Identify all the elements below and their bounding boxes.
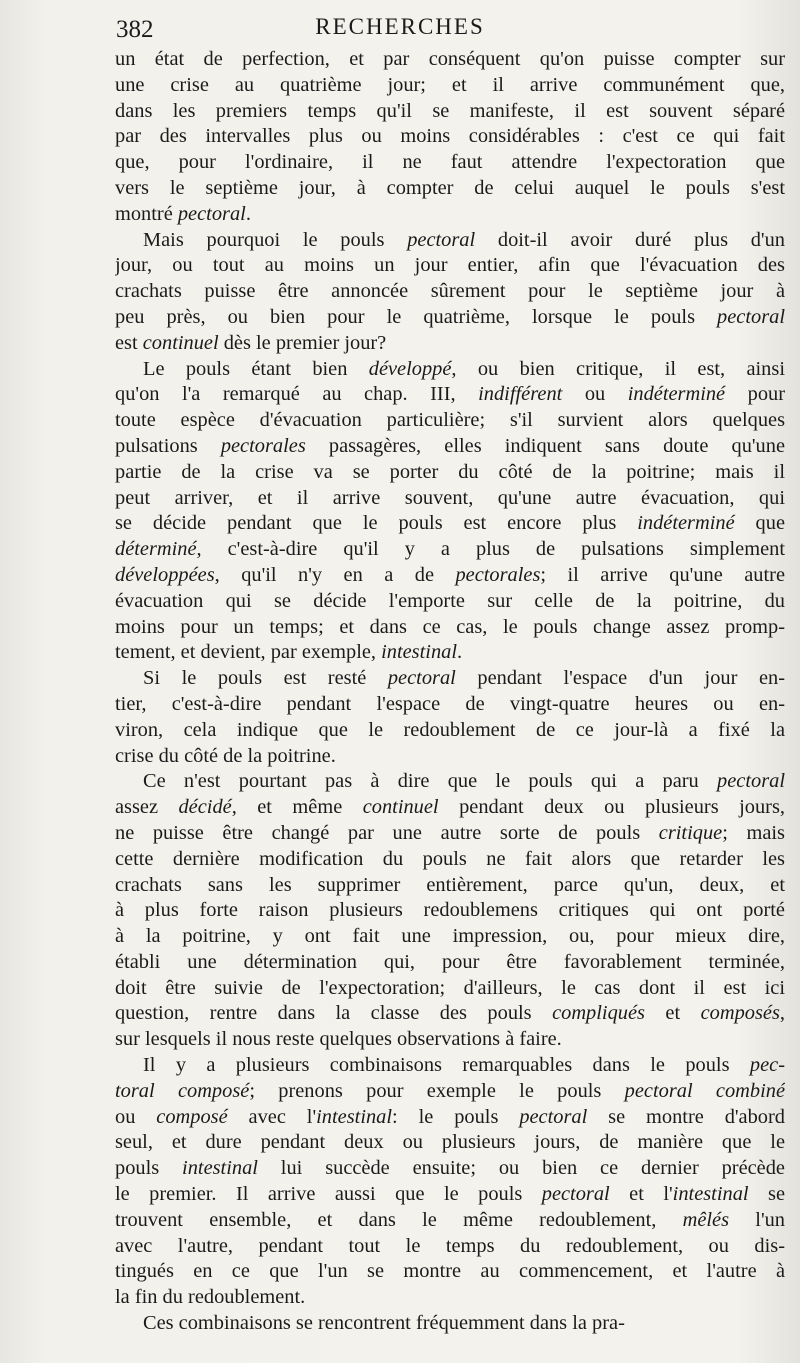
text-line: Mais pourquoi le pouls pectoral doit-il avoir duré plus d'un [143, 228, 785, 251]
text-line: à la poitrine, y ont fait une impression, ou, pour mieux dire, [115, 925, 785, 948]
text-line: le premier. Il arrive aussi que le pouls pectoral et l'intestinal se [115, 1183, 785, 1206]
text-line: avec l'autre, pendant tout le temps du redoublement, ou dis- [115, 1234, 785, 1257]
text-line: ou composé avec l'intestinal: le pouls pectoral se montre d'abord [115, 1105, 785, 1128]
text-line: Ces combinaisons se rencontrent fréquemment dans la pra- [143, 1312, 625, 1335]
text-line: Le pouls étant bien développé, ou bien critique, il est, ainsi [143, 357, 785, 380]
text-line: question, rentre dans la classe des pouls compliqués et composés, [115, 1002, 785, 1025]
page-header [0, 6, 800, 46]
body-text [115, 47, 785, 1337]
text-line: vers le septième jour, à compter de celui auquel le pouls s'est [115, 176, 785, 199]
text-line: jour, ou tout au moins un jour entier, afin que l'évacuation des [115, 254, 785, 277]
text-line: partie de la crise va se porter du côté de la poitrine; mais il [115, 460, 785, 483]
text-line: la fin du redoublement. [115, 1286, 306, 1309]
text-line: qu'on l'a remarqué au chap. III, indifférent ou indéterminé pour [115, 383, 785, 406]
text-line: sur lesquels il nous reste quelques observations à faire. [115, 1028, 562, 1051]
text-line: se décide pendant que le pouls est encore plus indéterminé que [115, 512, 785, 535]
text-line: tier, c'est-à-dire pendant l'espace de vingt-quatre heures ou en- [115, 692, 785, 715]
text-line: toute espèce d'évacuation particulière; s'il survient alors quelques [115, 409, 785, 432]
text-line: Ce n'est pourtant pas à dire que le pouls qui a paru pectoral [143, 770, 785, 793]
text-line: viron, cela indique que le redoublement de ce jour-là a fixé la [115, 718, 785, 741]
text-line: montré pectoral. [115, 202, 251, 225]
text-line: cette dernière modification du pouls ne fait alors que retarder les [115, 847, 785, 870]
text-line: pouls intestinal lui succède ensuite; ou bien ce dernier précède [115, 1157, 785, 1180]
text-line: pulsations pectorales passagères, elles indiquent sans doute qu'une [115, 434, 785, 457]
text-line: doit être suivie de l'expectoration; d'ailleurs, le cas dont il est ici [115, 976, 785, 999]
text-line: est continuel dès le premier jour? [115, 331, 387, 354]
text-line: dans les premiers temps qu'il se manifeste, il est souvent séparé [115, 99, 785, 122]
paragraph [115, 47, 785, 228]
text-line: évacuation qui se décide l'emporte sur celle de la poitrine, du [115, 589, 785, 612]
text-line: Si le pouls est resté pectoral pendant l'espace d'un jour en- [143, 667, 785, 690]
paragraph [115, 1053, 785, 1311]
text-line: développées, qu'il n'y en a de pectorales; il arrive qu'une autre [115, 563, 785, 586]
paragraph [115, 769, 785, 1053]
text-line: que, pour l'ordinaire, il ne faut attendre l'expectoration que [115, 151, 785, 174]
text-line: à plus forte raison plusieurs redoublemens critiques qui ont porté [115, 899, 785, 922]
text-line: déterminé, c'est-à-dire qu'il y a plus de pulsations simplement [115, 538, 785, 561]
text-line: ne puisse être changé par une autre sorte de pouls critique; mais [115, 821, 785, 844]
running-head: RECHERCHES [315, 14, 485, 39]
text-line: tingués en ce que l'un se montre au commencement, et l'autre à [115, 1260, 785, 1283]
text-line: toral composé; prenons pour exemple le pouls pectoral combiné [115, 1079, 785, 1102]
text-line: crise du côté de la poitrine. [115, 744, 336, 767]
text-line: crachats sans les supprimer entièrement, parce qu'un, deux, et [115, 873, 785, 896]
text-line: seul, et dure pendant deux ou plusieurs jours, de manière que le [115, 1131, 785, 1154]
text-line: Il y a plusieurs combinaisons remarquables dans le pouls pec- [143, 1054, 785, 1077]
paragraph [115, 1311, 785, 1337]
paragraph [115, 357, 785, 667]
text-line: assez décidé, et même continuel pendant deux ou plusieurs jours, [115, 796, 785, 819]
text-line: une crise au quatrième jour; et il arrive communément que, [115, 73, 785, 96]
text-line: un état de perfection, et par conséquent qu'on puisse compter sur [115, 48, 785, 70]
paragraph [115, 228, 785, 357]
page-number: 382 [116, 16, 154, 43]
text-line: peu près, ou bien pour le quatrième, lorsque le pouls pectoral [115, 305, 785, 328]
text-line: crachats puisse être annoncée sûrement pour le septième jour à [115, 280, 785, 303]
text-line: établi une détermination qui, pour être favorablement terminée, [115, 950, 785, 973]
text-line: tement, et devient, par exemple, intestinal. [115, 641, 463, 664]
text-line: moins pour un temps; et dans ce cas, le pouls change assez promp- [115, 615, 785, 638]
text-line: peut arriver, et il arrive souvent, qu'une autre évacuation, qui [115, 486, 785, 509]
text-line: trouvent ensemble, et dans le même redoublement, mêlés l'un [115, 1208, 785, 1231]
text-line: par des intervalles plus ou moins considérables : c'est ce qui fait [115, 125, 785, 148]
paragraph [115, 666, 785, 769]
